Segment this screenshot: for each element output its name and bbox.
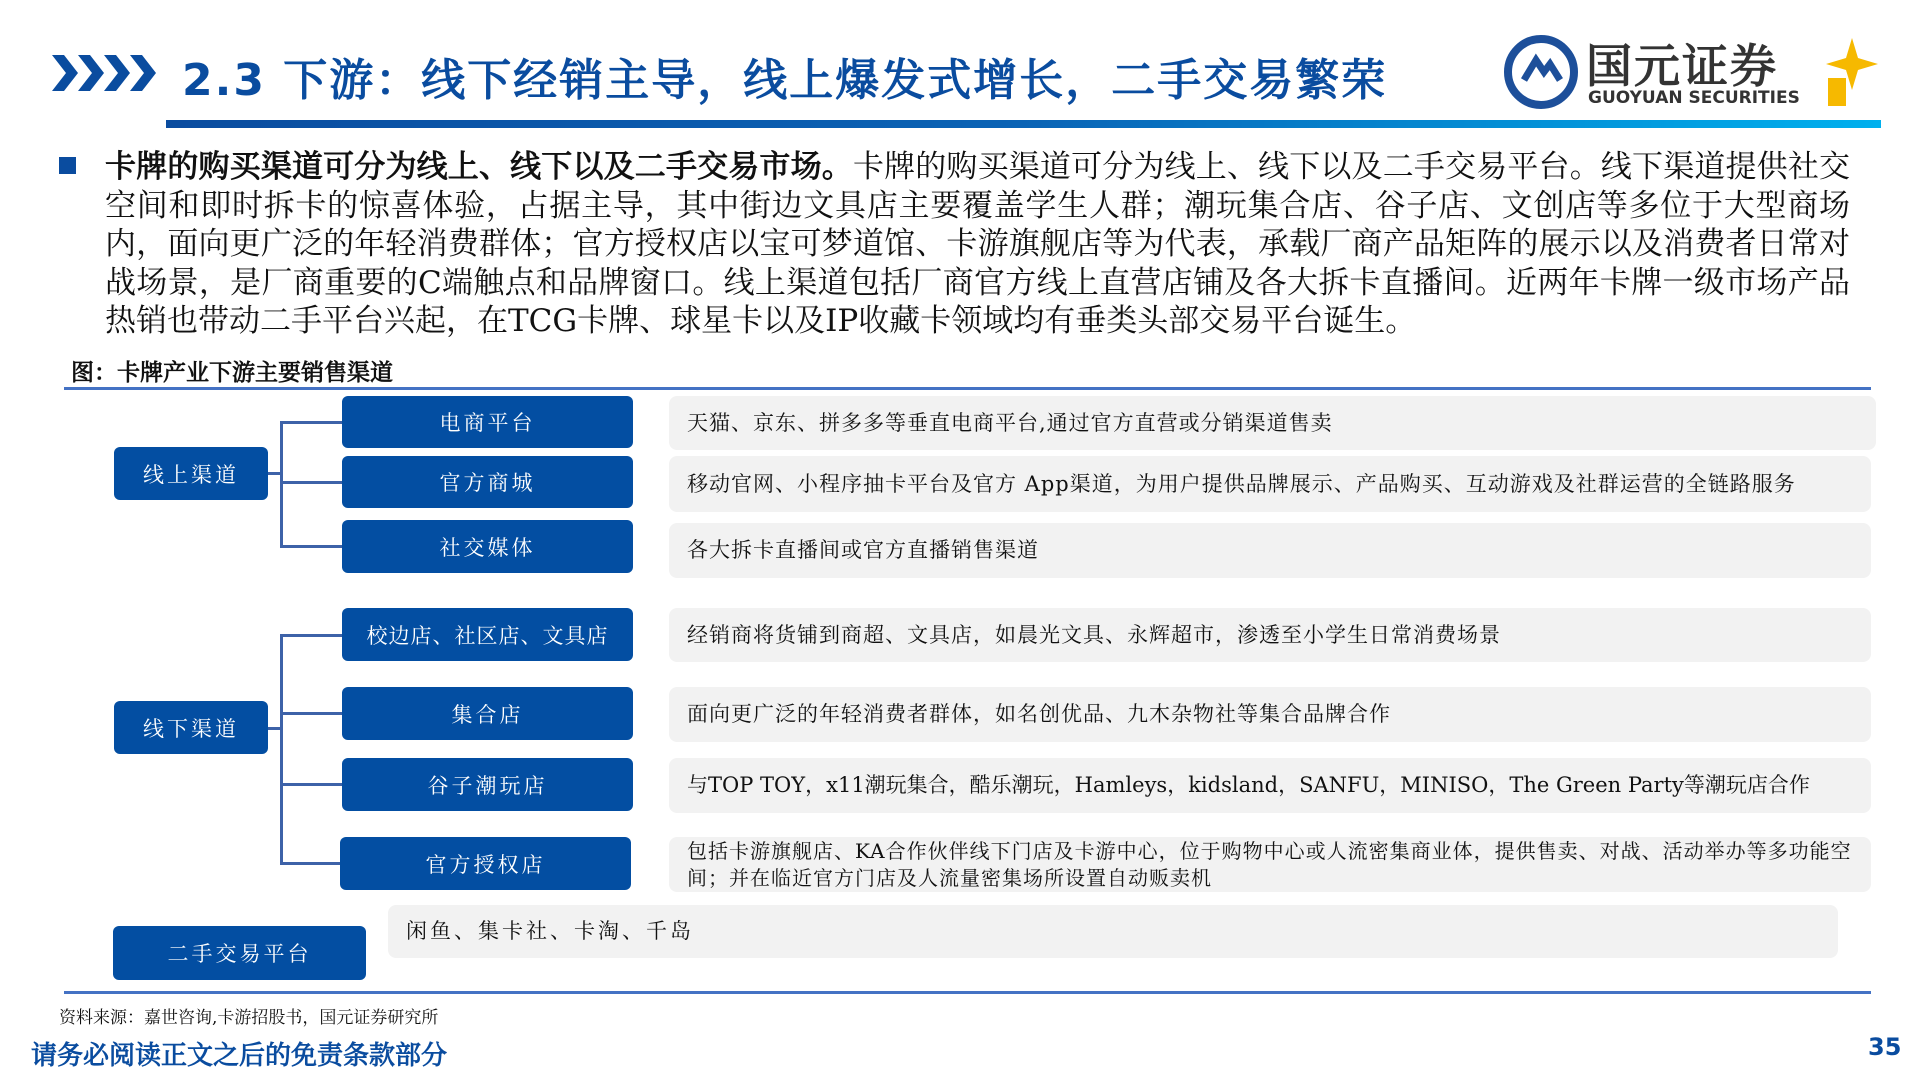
connector xyxy=(280,862,340,865)
body-text: 卡牌的购买渠道可分为线上、线下以及二手交易平台。线下渠道提供社交空间和即时拆卡的惊喜体验，占据主导，其中街边文具店主要覆盖学生人群；潮玩集合店、谷子店、文创店等多位于大型商场内，面向更广泛的年轻消费群体；官方授权店以宝可梦道馆、卡游旗舰店等为代表，承载厂商产品矩阵的展示以及消费者日常对战场景，是厂商重要的C端触点和品牌窗口。线上渠道包括厂商官方线上直营店铺及各大拆卡直播间。近两年卡牌一级市场产品热销也带动二手平台兴起，在TCG卡牌、球星卡以及IP收藏卡领域均有垂类头部交易平台诞生。 xyxy=(105,149,1851,339)
logo-en-text: GUOYUAN SECURITIES xyxy=(1588,88,1800,108)
source-note: 资料来源：嘉世咨询,卡游招股书，国元证券研究所 xyxy=(59,1008,439,1028)
page-title: 2.3 下游：线下经销主导，线上爆发式增长，二手交易繁荣 xyxy=(182,55,1388,106)
company-logo xyxy=(1504,34,1884,110)
logo-spark-icon xyxy=(1824,38,1880,108)
desc-official-mall: 移动官网、小程序抽卡平台及官方 App渠道，为用户提供品牌展示、产品购买、互动游戏及社群运营的全链路服务 xyxy=(669,456,1871,512)
channel-online: 线上渠道 xyxy=(114,447,268,500)
subchannel-collective-store: 集合店 xyxy=(342,687,633,740)
connector xyxy=(280,481,342,484)
connector xyxy=(280,421,342,424)
section-arrows-icon xyxy=(52,55,156,95)
subchannel-social-media: 社交媒体 xyxy=(342,520,633,573)
connector xyxy=(280,421,283,548)
connector xyxy=(280,634,283,865)
logo-emblem-icon xyxy=(1504,34,1578,110)
desc-trendy-toy-store: 与TOP TOY，x11潮玩集合，酷乐潮玩，Hamleys，kidsland，SANFU，MINISO，The Green Party等潮玩店合作 xyxy=(669,758,1871,813)
disclaimer-link[interactable]: 请务必阅读正文之后的免责条款部分 xyxy=(31,1041,448,1071)
figure-caption: 图：卡牌产业下游主要销售渠道 xyxy=(71,360,393,386)
subchannel-ecommerce: 电商平台 xyxy=(342,396,633,448)
body-paragraph xyxy=(105,148,1850,341)
desc-ecommerce: 天猫、京东、拼多多等垂直电商平台,通过官方直营或分销渠道售卖 xyxy=(669,396,1876,450)
body-lead: 卡牌的购买渠道可分为线上、线下以及二手交易市场。 xyxy=(105,149,853,185)
subchannel-authorized-store: 官方授权店 xyxy=(340,837,631,890)
connector xyxy=(280,634,342,637)
desc-collective-store: 面向更广泛的年轻消费者群体，如名创优品、九木杂物社等集合品牌合作 xyxy=(669,687,1871,742)
header-divider xyxy=(166,120,1881,128)
channel-secondhand: 二手交易平台 xyxy=(113,926,366,980)
subchannel-official-mall: 官方商城 xyxy=(342,456,633,508)
subchannel-school-stores: 校边店、社区店、文具店 xyxy=(342,608,633,661)
bullet-square-icon xyxy=(59,157,76,174)
connector xyxy=(280,712,342,715)
connector xyxy=(280,783,342,786)
desc-authorized-store: 包括卡游旗舰店、KA合作伙伴线下门店及卡游中心，位于购物中心或人流密集商业体，提供售卖、对战、活动举办等多功能空间；并在临近官方门店及人流量密集场所设置自动贩卖机 xyxy=(669,837,1871,892)
page-number: 35 xyxy=(1868,1033,1902,1061)
desc-school-stores: 经销商将货铺到商超、文具店，如晨光文具、永辉超市，渗透至小学生日常消费场景 xyxy=(669,608,1871,662)
figure-top-rule xyxy=(64,387,1871,390)
connector xyxy=(280,545,342,548)
logo-cn-text: 国元证券 xyxy=(1586,39,1778,93)
channel-offline: 线下渠道 xyxy=(114,701,268,754)
figure-bottom-rule xyxy=(64,991,1871,994)
desc-secondhand: 闲鱼、集卡社、卡淘、千岛 xyxy=(388,905,1838,958)
desc-social-media: 各大拆卡直播间或官方直播销售渠道 xyxy=(669,523,1871,578)
subchannel-trendy-toy-store: 谷子潮玩店 xyxy=(342,758,633,811)
